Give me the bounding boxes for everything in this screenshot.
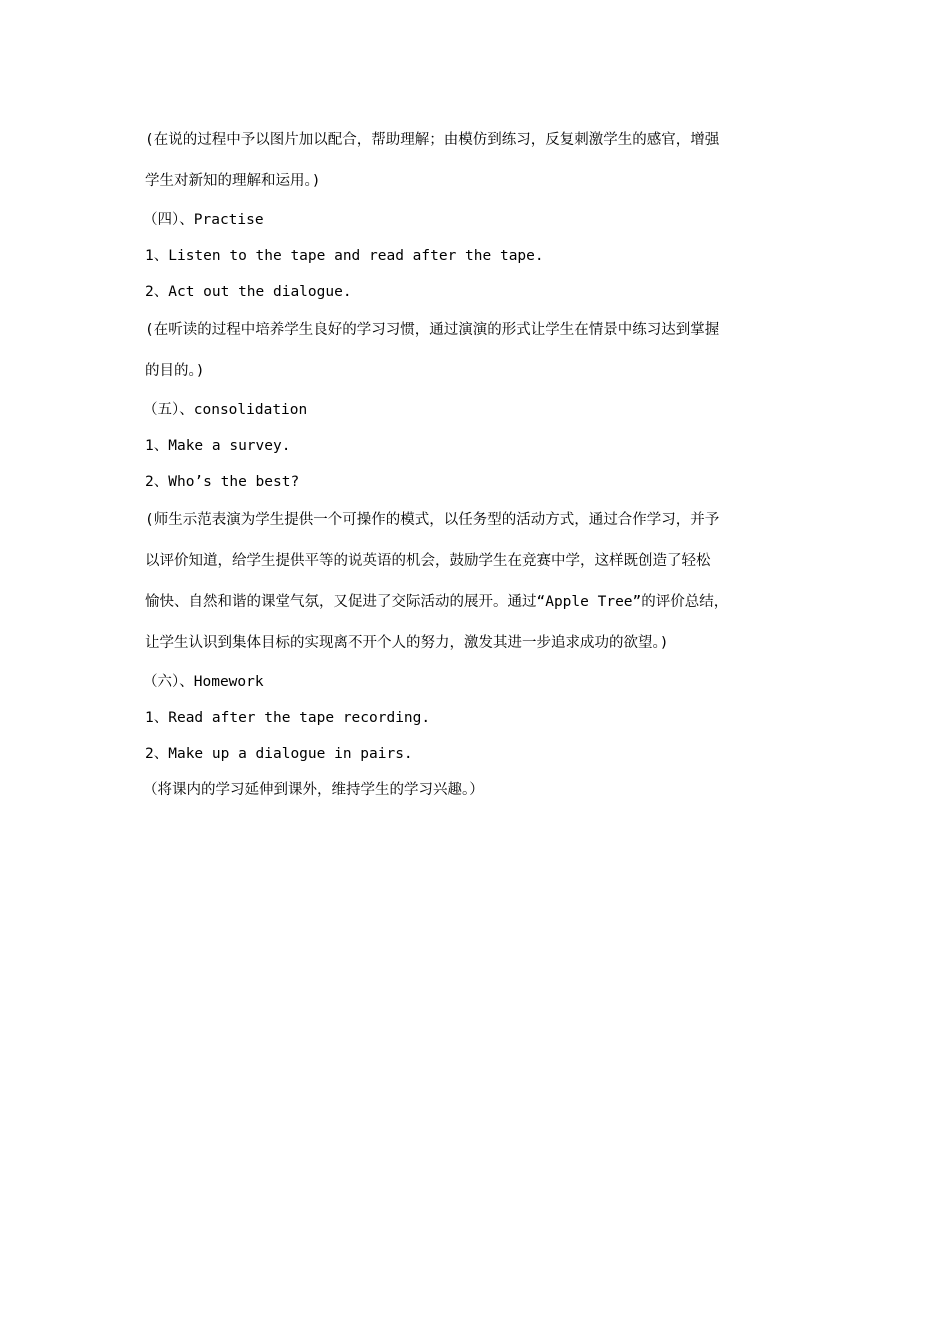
section-heading: （六）、Homework [143,674,264,690]
section-heading: （五）、consolidation [143,402,308,418]
list-item: 1、Listen to the tape and read after the tape. [145,248,544,264]
closing-note: （将课内的学习延伸到课外，维持学生的学习兴趣。） [143,782,484,798]
note-paragraph [145,310,825,392]
text-line: 的目的。) [145,363,205,379]
text-line: (师生示范表演为学生提供一个可操作的模式，以任务型的活动方式，通过合作学习，并予 [145,512,720,528]
note-paragraph [145,120,825,202]
text-line: 让学生认识到集体目标的实现离不开个人的努力，激发其进一步追求成功的欲望。) [145,635,669,651]
text-line: (在听读的过程中培养学生良好的学习习惯，通过演演的形式让学生在情景中练习达到掌握 [145,322,720,338]
document-body [145,120,825,808]
list-item: 1、Make a survey. [145,438,291,454]
text-line: (在说的过程中予以图片加以配合，帮助理解；由模仿到练习，反复刺激学生的感官，增强 [145,132,720,148]
list-item: 2、Make up a dialogue in pairs. [145,746,413,762]
note-paragraph [145,500,825,664]
text-line: 以评价知道，给学生提供平等的说英语的机会，鼓励学生在竞赛中学，这样既创造了轻松 [145,553,711,569]
list-item: 1、Read after the tape recording. [145,710,431,726]
list-item: 2、Who’s the best? [145,474,300,490]
list-item: 2、Act out the dialogue. [145,284,352,300]
text-line: 愉快、自然和谐的课堂气氛，又促进了交际活动的展开。通过“Apple Tree”的评价总结， [145,594,729,610]
section-heading: （四）、Practise [143,212,264,228]
text-line: 学生对新知的理解和运用。) [145,173,321,189]
